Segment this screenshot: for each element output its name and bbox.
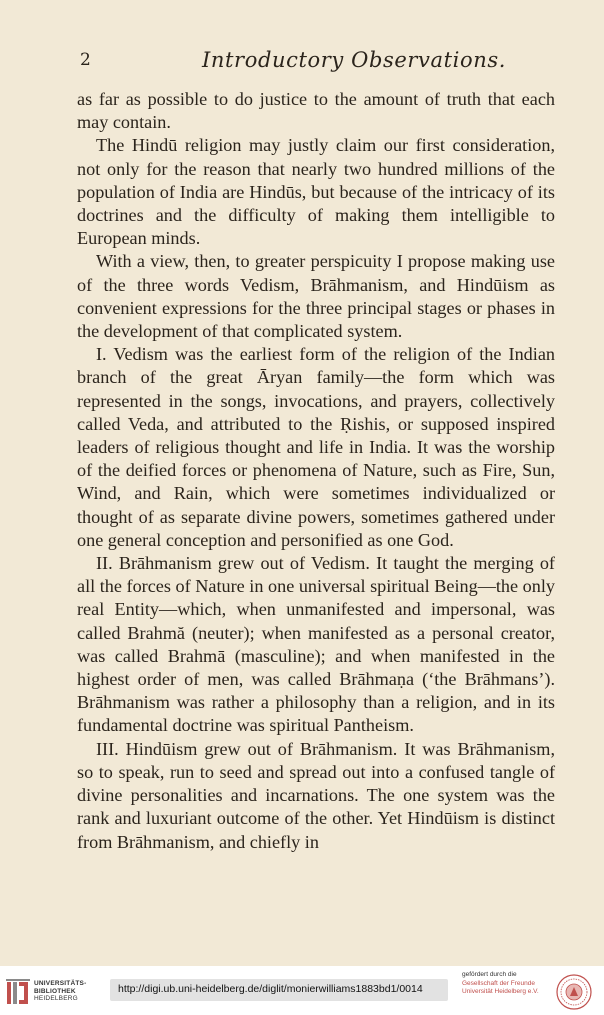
paragraph-brahmanism: II. Brāhmanism grew out of Vedism. It taught the merging of all the forces of Nature in one universal spiritual Being—the only real Entity—which, when unmanifested and impersonal, was called Brahmă (neuter); when manifested as a personal creator, was called Brahmā (masculine); and when manifested in the highest order of men, was called Brāhmaṇa (‘the Brāhmans’). Brāhmanism was rather a philosophy than a religion, and in its fundamental doctrine was spiritual Pantheism.	[77, 553, 555, 736]
paragraph-three-words: With a view, then, to greater perspicuity I propose making use of the three words Vedism, Brāhmanism, and Hindūism as convenient expressions for the three principal stages or phases in the development of that complicated system.	[77, 251, 555, 342]
society-name-line1: Gesellschaft der Freunde	[462, 979, 535, 987]
library-name-line3: HEIDELBERG	[34, 995, 78, 1002]
university-library-logo-icon	[6, 978, 30, 1006]
university-seal-icon	[556, 974, 592, 1010]
funded-by-label: gefördert durch die	[462, 971, 517, 978]
permalink-box	[110, 979, 448, 1001]
digitization-footer	[0, 966, 604, 1015]
library-name-line1: UNIVERSITÄTS-	[34, 980, 87, 987]
library-name	[34, 980, 86, 1003]
paragraph-hinduism: III. Hindūism grew out of Brāhmanism. It was Brāhmanism, so to speak, run to seed and spread out into a confused tangle of divine personalities and incarnations. The one system was the rank and luxuriant outcome of the other. Yet Hindūism is distinct from Brāhmanism, and chiefly in	[77, 738, 555, 852]
funding-note	[462, 971, 539, 997]
paragraph-vedism: I. Vedism was the earliest form of the religion of the Indian branch of the great Āryan family—the form which was represented in the songs, invocations, and prayers, collectively called Veda, and attributed to the Ṛishis, or supposed inspired leaders of religious thought and life in India. It was the worship of the deified forces or phenomena of Nature, such as Fire, Sun, Wind, and Rain, which were sometimes individualized or thought of as separate divine powers, sometimes gathered under one general conception and personified as one God.	[77, 344, 555, 550]
paragraph-continuation: as far as possible to do justice to the amount of truth that each may contain.	[77, 89, 555, 133]
society-name-line2: Universität Heidelberg e.V.	[462, 988, 539, 995]
library-name-line2: BIBLIOTHEK	[34, 987, 76, 995]
page-number: 2	[80, 50, 91, 70]
paragraph-hindu-religion: The Hindū religion may justly claim our first consideration, not only for the reason that nearly two hundred millions of the population of India are Hindūs, but because of the intricacy of its doctrines and the difficulty of making them intelligible to European minds.	[77, 135, 555, 249]
body-text	[77, 88, 555, 854]
page-header	[0, 48, 604, 78]
running-title: Introductory Observations.	[202, 48, 506, 72]
permalink-url[interactable]: http://digi.ub.uni-heidelberg.de/diglit/monierwilliams1883bd1/0014	[118, 983, 423, 995]
